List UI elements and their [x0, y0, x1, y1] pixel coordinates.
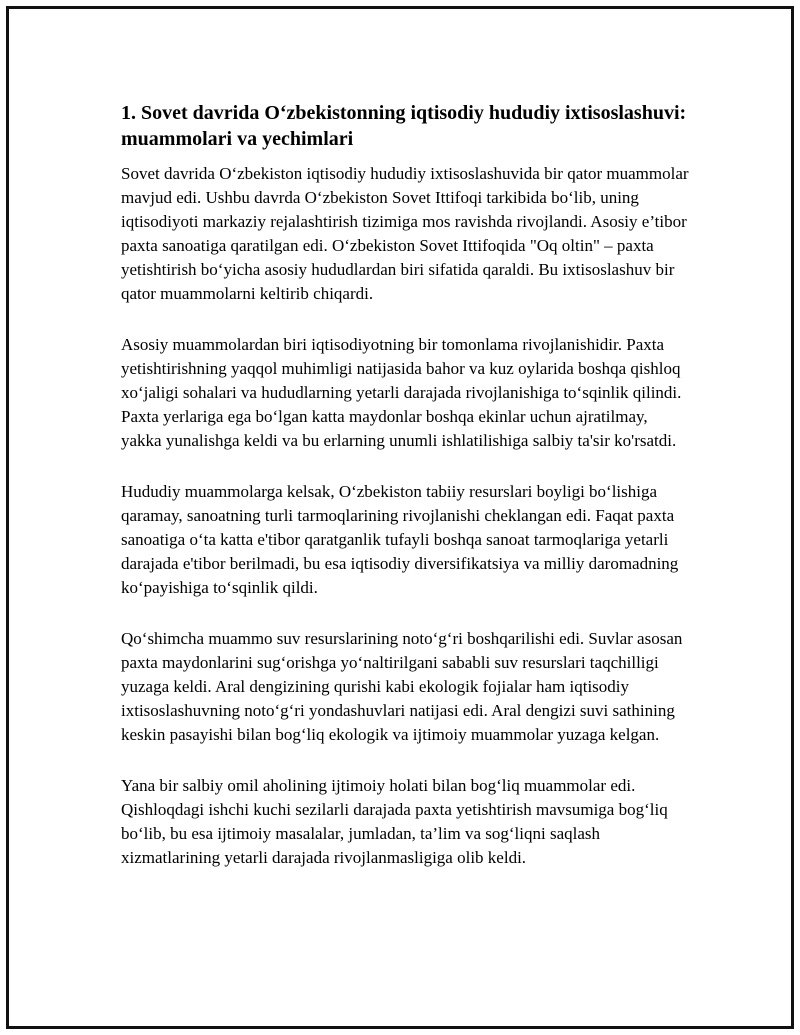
document-page: [6, 6, 794, 1029]
paragraph-4: Qo‘shimcha muammo suv resurslarining noto‘g‘ri boshqarilishi edi. Suvlar asosan paxta maydonlarini sug‘orishga yo‘naltirilgani sababli suv resurslari taqchilligi yuzaga keldi. Aral dengizining qurishi kabi ekologik fojialar ham iqtisodiy ixtisoslashuvning noto‘g‘ri yondashuvlari natijasi edi. Aral dengizi suvi sathining keskin pasayishi bilan bog‘liq ekologik va ijtimoiy muammolar yuzaga kelgan.: [121, 629, 683, 744]
document-content: [121, 100, 691, 897]
paragraph-1: Sovet davrida O‘zbekiston iqtisodiy hududiy ixtisoslashuvida bir qator muammolar mavjud edi. Ushbu davrda O‘zbekiston Sovet Ittifoqi tarkibida bo‘lib, uning iqtisodiyoti markaziy rejalashtirish tizimiga mos ravishda rivojlandi. Asosiy e’tibor paxta sanoatiga qaratilgan edi. O‘zbekiston Sovet Ittifoqida "Oq oltin" – paxta yetishtirish bo‘yicha asosiy hududlardan biri sifatida qaraldi. Bu ixtisoslashuv bir qator muammolarni keltirib chiqardi.: [121, 164, 689, 303]
paragraph-5: Yana bir salbiy omil aholining ijtimoiy holati bilan bog‘liq muammolar edi. Qishloqdagi ishchi kuchi sezilarli darajada paxta yetishtirish mavsumiga bog‘liq bo‘lib, bu esa ijtimoiy masalalar, jumladan, ta’lim va sog‘liqni saqlash xizmatlarining yetarli darajada rivojlanmasligiga olib keldi.: [121, 776, 668, 867]
paragraph-3: Hududiy muammolarga kelsak, O‘zbekiston tabiiy resurslari boyligi bo‘lishiga qaramay, sanoatning turli tarmoqlarining rivojlanishi cheklangan edi. Faqat paxta sanoatiga o‘ta katta e'tibor qaratganlik tufayli boshqa sanoat tarmoqlariga yetarli darajada e'tibor berilmadi, bu esa iqtisodiy diversifikatsiya va milliy daromadning ko‘payishiga to‘sqinlik qildi.: [121, 482, 679, 597]
paragraph-2: Asosiy muammolardan biri iqtisodiyotning bir tomonlama rivojlanishidir. Paxta yetishtirishning yaqqol muhimligi natijasida bahor va kuz oylarida boshqa qishloq xo‘jaligi sohalari va hududlarning yetarli darajada rivojlanishiga to‘sqinlik qilindi. Paxta yerlariga ega bo‘lgan katta maydonlar boshqa ekinlar uchun ajratilmay, yakka yunalishga keldi va bu erlarning unumli ishlatilishiga salbiy ta'sir ko'rsatdi.: [121, 335, 682, 450]
document-title: 1. Sovet davrida O‘zbekistonning iqtisodiy hududiy ixtisoslashuvi: muammolari va yechimlari: [121, 102, 687, 150]
